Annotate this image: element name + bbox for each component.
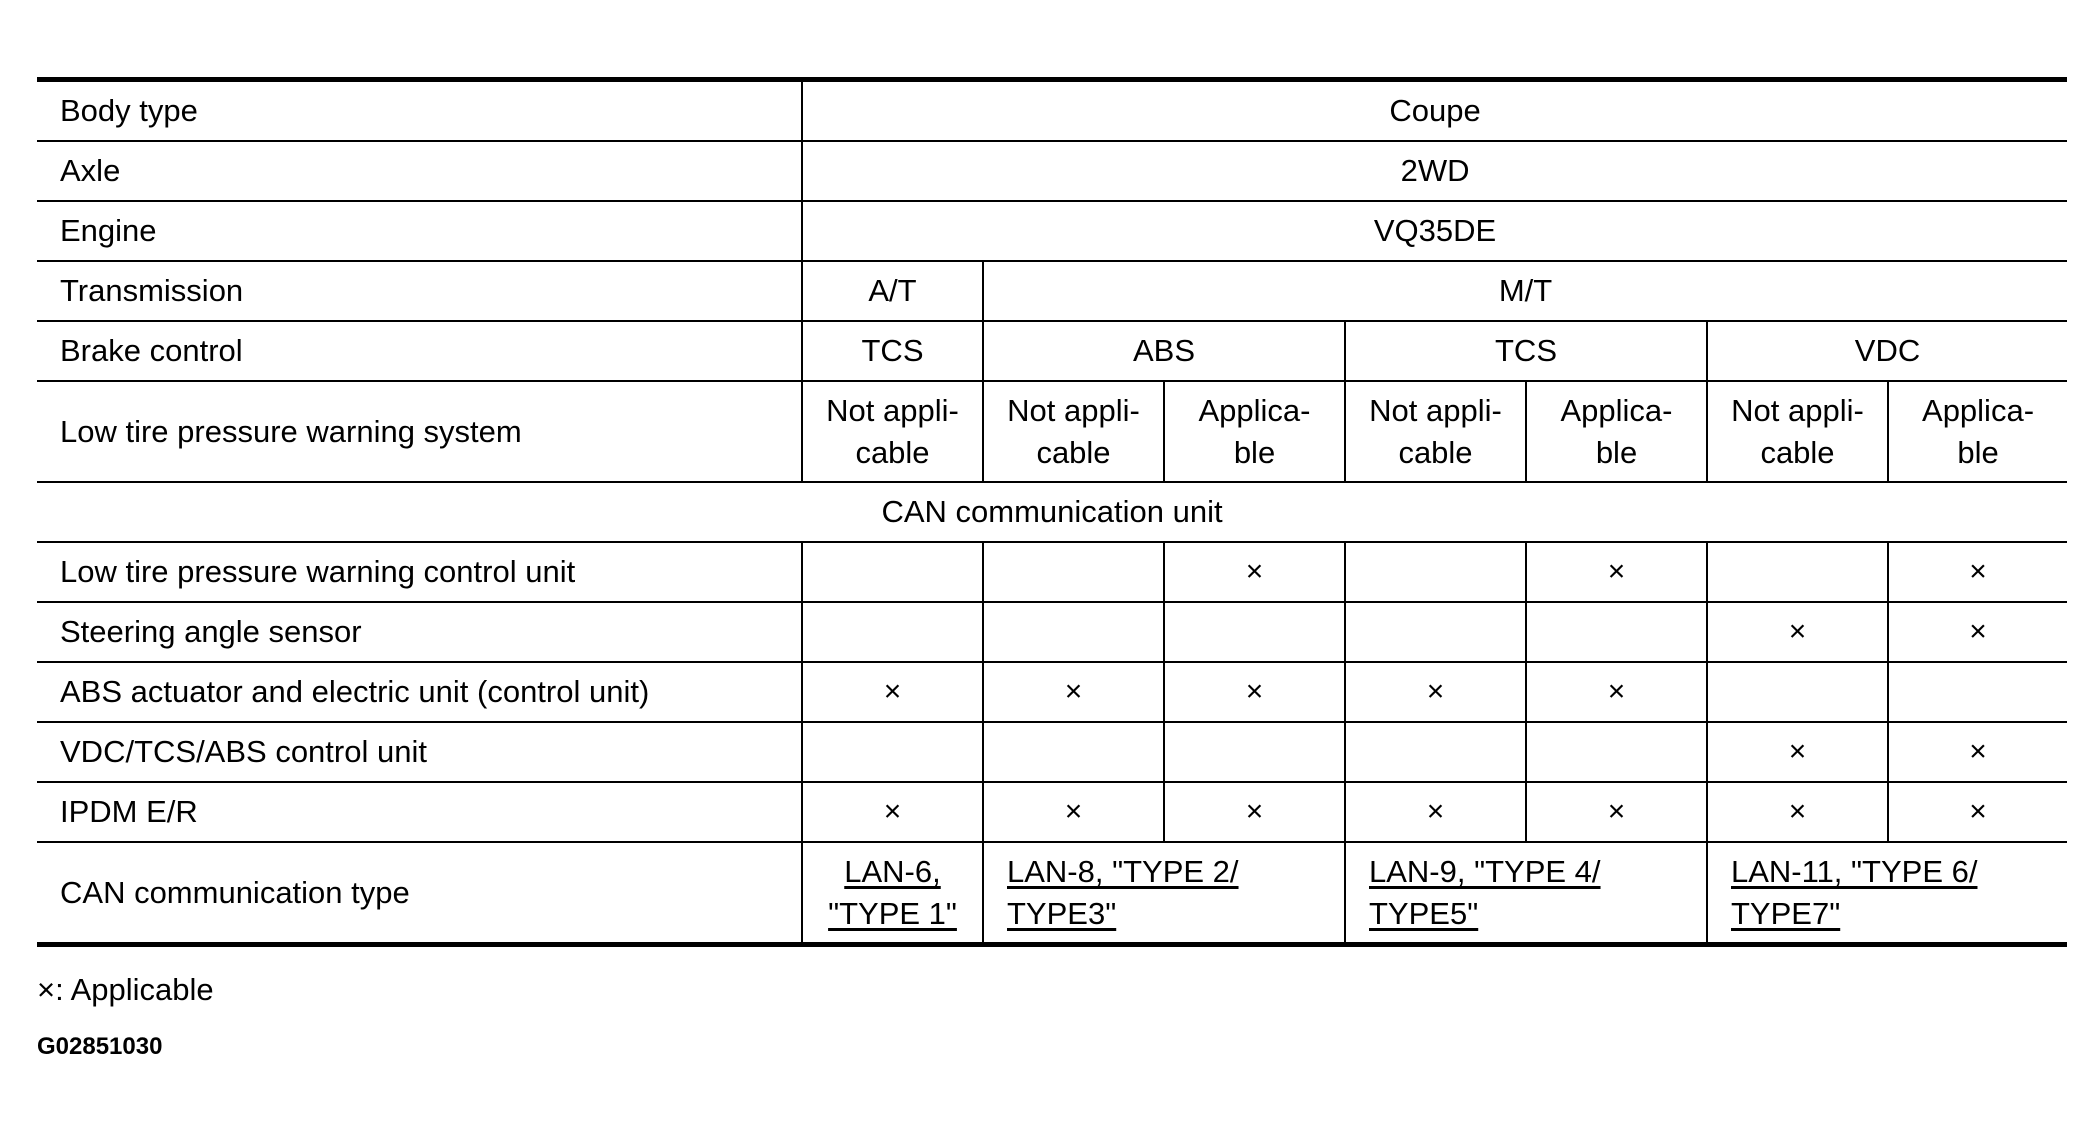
row-axle <box>37 141 2067 201</box>
body-type-label: Body type <box>37 80 802 142</box>
low-tire-value: Not appli- cable <box>826 392 959 470</box>
low-tire-value: Not appli- cable <box>1731 392 1864 470</box>
applicable-mark: × <box>983 662 1164 722</box>
table-row <box>37 662 2067 722</box>
applicable-mark: × <box>1526 782 1707 842</box>
low-tire-col-2 <box>983 381 1164 482</box>
row-body-type <box>37 80 2067 142</box>
applicable-mark: × <box>1888 782 2067 842</box>
row-brake-control <box>37 321 2067 381</box>
applicable-mark <box>983 722 1164 782</box>
low-tire-value: Applica- ble <box>1560 392 1673 470</box>
applicable-mark <box>1707 542 1888 602</box>
unit-label: Low tire pressure warning control unit <box>37 542 802 602</box>
applicable-mark: × <box>1888 602 2067 662</box>
brake-control-tcs-at: TCS <box>802 321 983 381</box>
can-type-cell-abs <box>983 842 1345 945</box>
row-section-title <box>37 482 2067 542</box>
table-row <box>37 602 2067 662</box>
brake-control-abs: ABS <box>983 321 1345 381</box>
brake-control-label: Brake control <box>37 321 802 381</box>
unit-label: IPDM E/R <box>37 782 802 842</box>
applicable-mark: × <box>1526 662 1707 722</box>
applicable-mark: × <box>1345 662 1526 722</box>
applicable-mark: × <box>802 662 983 722</box>
low-tire-col-4 <box>1345 381 1526 482</box>
applicable-mark <box>1888 662 2067 722</box>
applicable-mark: × <box>1888 542 2067 602</box>
axle-label: Axle <box>37 141 802 201</box>
applicable-mark: × <box>1707 722 1888 782</box>
applicable-mark: × <box>802 782 983 842</box>
applicable-mark <box>1164 722 1345 782</box>
axle-value: 2WD <box>802 141 2067 201</box>
unit-label: VDC/TCS/ABS control unit <box>37 722 802 782</box>
engine-value: VQ35DE <box>802 201 2067 261</box>
applicable-mark <box>1526 722 1707 782</box>
low-tire-col-5 <box>1526 381 1707 482</box>
lan-8-link[interactable]: LAN-8, "TYPE 2/ TYPE3" <box>1007 853 1239 931</box>
applicable-mark <box>802 542 983 602</box>
can-type-cell-vdc <box>1707 842 2067 945</box>
applicable-mark: × <box>1164 542 1345 602</box>
can-type-cell-tcs <box>1345 842 1707 945</box>
can-type-cell-at <box>802 842 983 945</box>
figure-id: G02851030 <box>37 1033 163 1060</box>
applicable-mark <box>1345 722 1526 782</box>
applicable-mark <box>1164 602 1345 662</box>
applicable-mark <box>1345 602 1526 662</box>
low-tire-col-6 <box>1707 381 1888 482</box>
low-tire-value: Applica- ble <box>1198 392 1311 470</box>
applicable-mark <box>1345 542 1526 602</box>
applicable-mark: × <box>983 782 1164 842</box>
applicable-mark <box>1526 602 1707 662</box>
applicable-mark: × <box>1164 782 1345 842</box>
low-tire-value: Not appli- cable <box>1007 392 1140 470</box>
table-row <box>37 782 2067 842</box>
low-tire-col-7 <box>1888 381 2067 482</box>
brake-control-vdc: VDC <box>1707 321 2067 381</box>
body-type-value: Coupe <box>802 80 2067 142</box>
transmission-mt: M/T <box>983 261 2067 321</box>
applicable-mark: × <box>1707 782 1888 842</box>
low-tire-value: Applica- ble <box>1922 392 2035 470</box>
unit-label: ABS actuator and electric unit (control unit) <box>37 662 802 722</box>
brake-control-tcs-mt: TCS <box>1345 321 1707 381</box>
table-row <box>37 542 2067 602</box>
applicable-mark <box>983 602 1164 662</box>
applicable-mark <box>802 722 983 782</box>
can-type-label: CAN communication type <box>37 842 802 945</box>
row-engine <box>37 201 2067 261</box>
row-transmission <box>37 261 2067 321</box>
transmission-label: Transmission <box>37 261 802 321</box>
unit-label: Steering angle sensor <box>37 602 802 662</box>
legend: ×: Applicable <box>37 972 214 1007</box>
applicable-mark: × <box>1526 542 1707 602</box>
table-row <box>37 722 2067 782</box>
applicable-mark: × <box>1888 722 2067 782</box>
applicable-mark: × <box>1345 782 1526 842</box>
applicable-mark <box>1707 662 1888 722</box>
row-low-tire-system <box>37 381 2067 482</box>
applicable-mark: × <box>1164 662 1345 722</box>
applicable-mark <box>802 602 983 662</box>
transmission-at: A/T <box>802 261 983 321</box>
lan-9-link[interactable]: LAN-9, "TYPE 4/ TYPE5" <box>1369 853 1601 931</box>
low-tire-system-label: Low tire pressure warning system <box>37 381 802 482</box>
low-tire-col-1 <box>802 381 983 482</box>
engine-label: Engine <box>37 201 802 261</box>
lan-11-link[interactable]: LAN-11, "TYPE 6/ TYPE7" <box>1731 853 1978 931</box>
applicable-mark: × <box>1707 602 1888 662</box>
can-unit-table <box>37 77 2067 947</box>
row-can-type <box>37 842 2067 945</box>
low-tire-value: Not appli- cable <box>1369 392 1502 470</box>
low-tire-col-3 <box>1164 381 1345 482</box>
applicable-mark <box>983 542 1164 602</box>
section-title: CAN communication unit <box>37 482 2067 542</box>
lan-6-link[interactable]: LAN-6, "TYPE 1" <box>828 853 957 931</box>
